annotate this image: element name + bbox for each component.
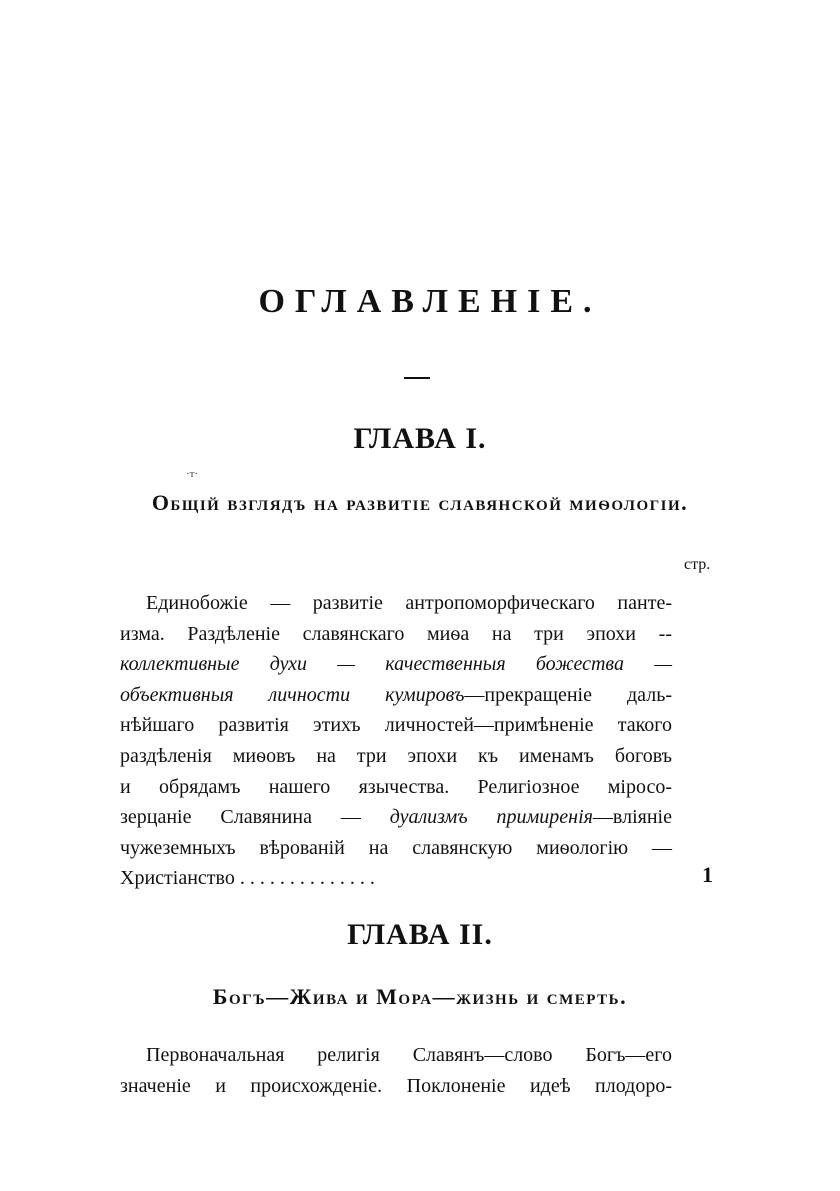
summary-line bbox=[120, 649, 672, 680]
page-title: ОГЛАВЛЕНІЕ. bbox=[258, 283, 602, 320]
summary-line: чужеземныхъ вѣрованій на славянскую миѳологію — bbox=[120, 836, 672, 859]
title-separator bbox=[404, 377, 430, 379]
chapter-2-summary bbox=[120, 1040, 672, 1101]
summary-text: —вліяніе bbox=[592, 806, 672, 829]
summary-line: раздѣленія миѳовъ на три эпохи къ именамъ боговъ bbox=[120, 744, 672, 767]
page-column-label: стр. bbox=[684, 556, 711, 573]
leader-dots: . . . . . . . . . . . . . . bbox=[239, 867, 375, 890]
chapter-2-heading: ГЛАВА II. bbox=[347, 918, 493, 951]
summary-line: нѣйшаго развитія этихъ личностей—примѣненіе такого bbox=[120, 714, 672, 737]
summary-text: Христіанство bbox=[120, 867, 235, 890]
stray-print-mark: ·т· bbox=[186, 468, 199, 480]
summary-line: изма. Раздѣленіе славянскаго миѳа на три эпохи -- bbox=[120, 622, 672, 645]
chapter-1-summary bbox=[120, 588, 672, 894]
summary-italic: объективныя личности кумировъ bbox=[120, 683, 465, 706]
summary-text: —прекращеніе даль- bbox=[464, 683, 672, 706]
chapter-1-page-number: 1 bbox=[702, 862, 713, 887]
chapter-2-subtitle: Богъ—Жива и Мора—жизнь и смерть. bbox=[212, 984, 628, 1009]
summary-italic: дуализмъ примиренія bbox=[389, 806, 593, 829]
summary-line-last bbox=[120, 863, 672, 894]
summary-line: значеніе и происхожденіе. Поклоненіе идеѣ плодоро- bbox=[120, 1074, 672, 1097]
summary-line: и обрядамъ нашего язычества. Религіозное міросо- bbox=[120, 775, 672, 798]
summary-line bbox=[120, 680, 672, 711]
summary-text: зерцаніе Славянина — bbox=[120, 806, 390, 829]
summary-line: Единобожіе — развитіе антропоморфическаго панте- bbox=[146, 592, 672, 614]
chapter-1-subtitle: Общій взглядъ на развитіе славянской миѳологіи. bbox=[151, 490, 689, 515]
chapter-1-heading: ГЛАВА I. bbox=[353, 422, 487, 455]
summary-italic: коллективные духи — качественныя божества — bbox=[120, 653, 672, 676]
summary-line: Первоначальная религія Славянъ—слово Богъ—его bbox=[146, 1044, 672, 1066]
summary-line bbox=[120, 802, 672, 833]
